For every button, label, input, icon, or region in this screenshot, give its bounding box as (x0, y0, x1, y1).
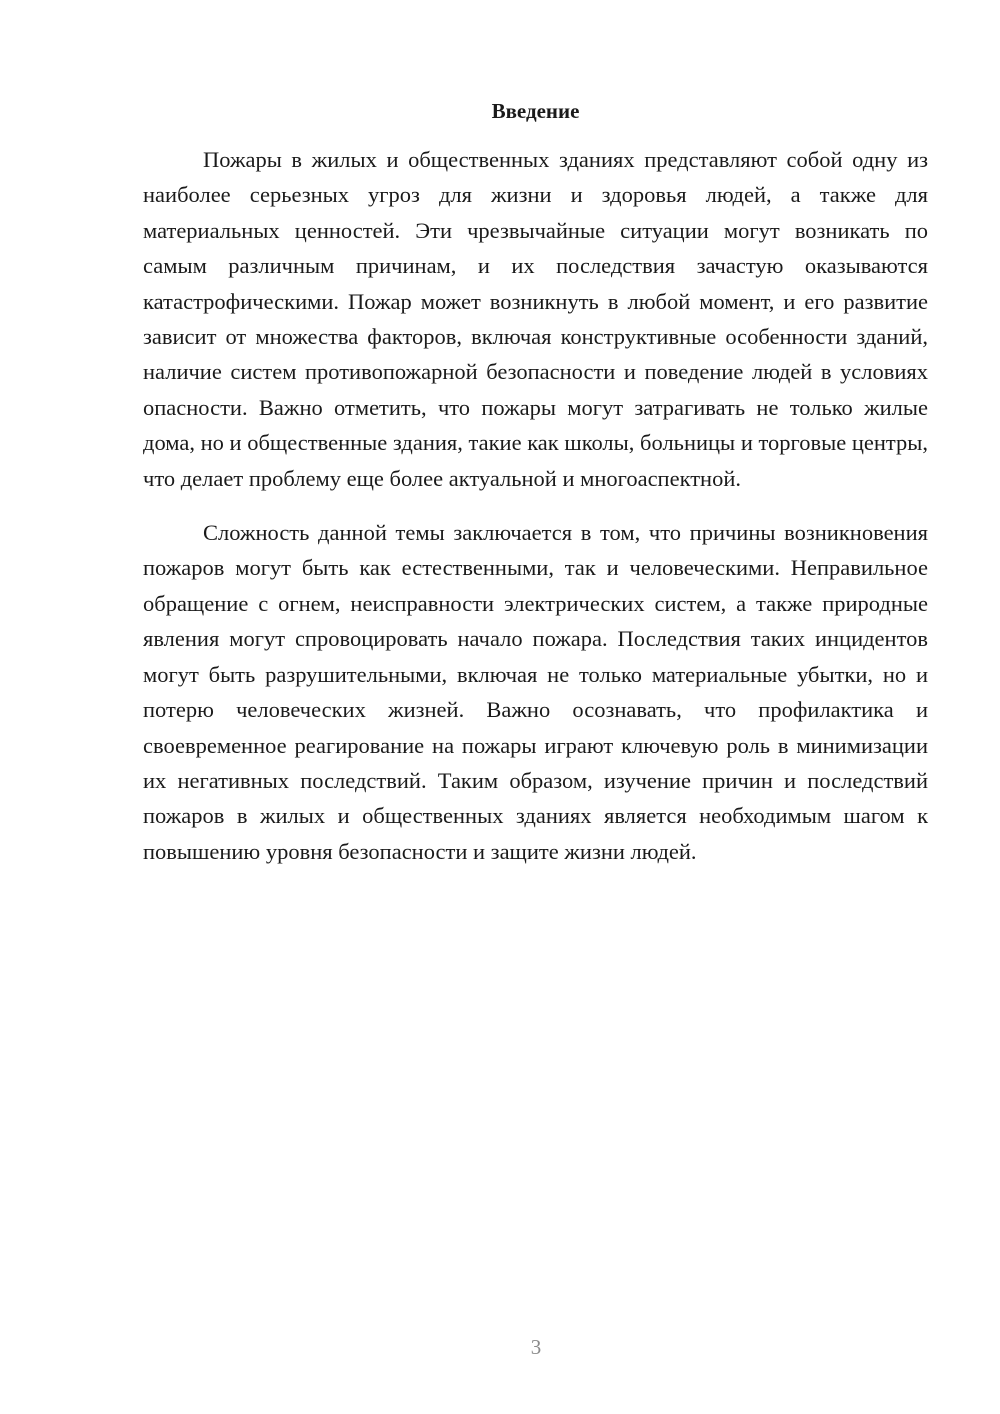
body-text (143, 142, 928, 869)
paragraph-2: Сложность данной темы заключается в том, что причины возникновения пожаров могут быть как естественными, так и человеческими. Неправильное обращение с огнем, неисправности электрических систем, а также природные явления могут спровоцировать начало пожара. Последствия таких инцидентов могут быть разрушительными, включая не только материальные убытки, но и потерю человеческих жизней. Важно осознавать, что профилактика и своевременное реагирование на пожары играют ключевую роль в минимизации их негативных последствий. Таким образом, изучение причин и последствий пожаров в жилых и общественных зданиях является необходимым шагом к повышению уровня безопасности и защите жизни людей. (143, 520, 928, 864)
section-title: Введение (491, 99, 580, 123)
paragraph-1: Пожары в жилых и общественных зданиях представляют собой одну из наиболее серьезных угроз для жизни и здоровья людей, а также для материальных ценностей. Эти чрезвычайные ситуации могут возникать по самым различным причинам, и их последствия зачастую оказываются катастрофическими. Пожар может возникнуть в любой момент, и его развитие зависит от множества факторов, включая конструктивные особенности зданий, наличие систем противопожарной безопасности и поведение людей в условиях опасности. Важно отметить, что пожары могут затрагивать не только жилые дома, но и общественные здания, такие как школы, больницы и торговые центры, что делает проблему еще более актуальной и многоаспектной. (143, 147, 928, 491)
page-number: 3 (530, 1335, 542, 1359)
